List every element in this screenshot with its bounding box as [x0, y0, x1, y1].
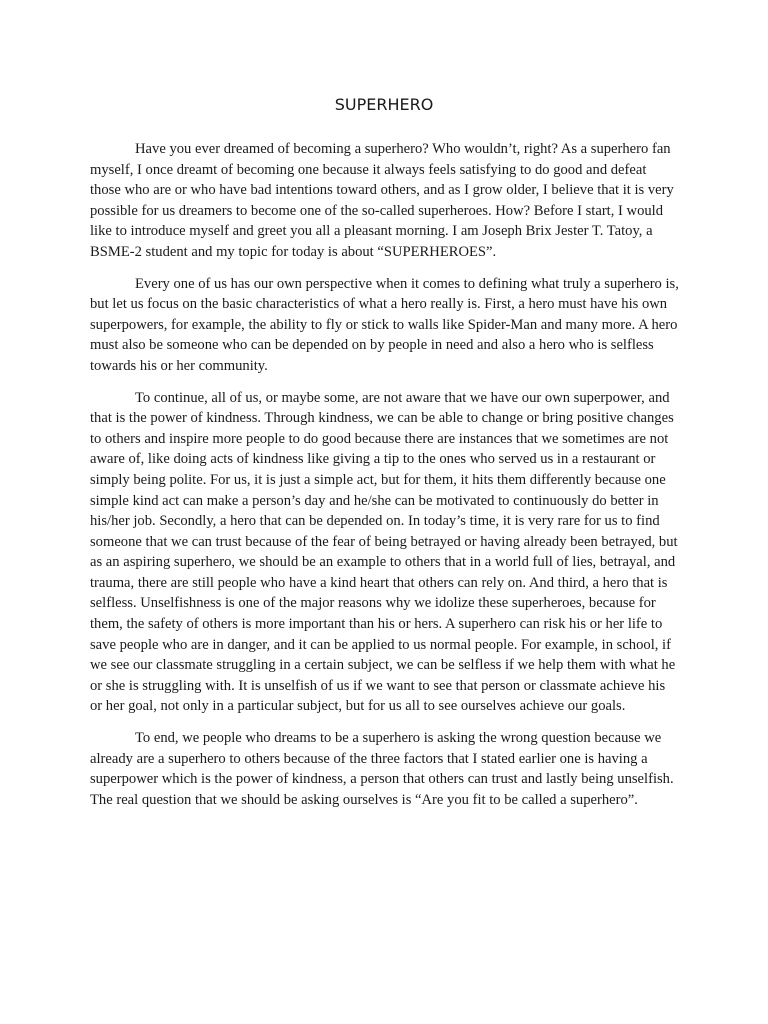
paragraph-introduction: Have you ever dreamed of becoming a superhero? Who wouldn’t, right? As a superhero fan myself, I once dreamt of becoming one because it always feels satisfying to do good and defeat those who are or who have bad intentions toward others, and as I grow older, I believe that it is very possible for us dreamers to become one of the so-called superheroes. How? Before I start, I would like to introduce myself and greet you all a pleasant morning. I am Joseph Brix Jester T. Tatoy, a BSME-2 student and my topic for today is about “SUPERHEROES”. — [90, 141, 674, 260]
paragraph-kindness: To continue, all of us, or maybe some, are not aware that we have our own superpower, and that is the power of kindness. Through kindness, we can be able to change or bring positive changes to others and inspire more people to do good because there are instances that we sometimes are not aware of, like doing acts of kindness like giving a tip to the ones who served us in a restaurant or simply being polite. For us, it is just a simple act, but for them, it hits them differently because one simple kind act can make a person’s day and he/she can be motivated to continuously do better in his/her job. Secondly, a hero that can be depended on. In today’s time, it is very rare for us to find someone that we can trust because of the fear of being betrayed or having already been betrayed, but as an aspiring superhero, we should be an example to others that in a world full of lies, betrayal, and trauma, there are still people who have a kind heart that others can rely on. And third, a hero that is selfless. Unselfishness is one of the major reasons why we idolize these superheroes, because for them, the safety of others is more important than his or hers. A superhero can risk his or her life to save people who are in danger, and it can be applied to us normal people. For example, in school, if we see our classmate struggling in a certain subject, we can be selfless if we help them with what he or she is struggling with. It is unselfish of us if we want to see that person or classmate achieve his or her goal, not only in a particular subject, but for us all to see ourselves achieve our goals. — [90, 389, 678, 715]
document-body — [90, 139, 680, 810]
paragraph-conclusion: To end, we people who dreams to be a superhero is asking the wrong question because we already are a superhero to others because of the three factors that I stated earlier one is having a superpower which is the power of kindness, a person that others can trust and lastly being unselfish. The real question that we should be asking ourselves is “Are you fit to be called a superhero”. — [90, 730, 674, 808]
document-title: SUPERHERO — [334, 95, 434, 114]
paragraph-characteristics: Every one of us has our own perspective when it comes to defining what truly a superhero is, but let us focus on the basic characteristics of what a hero really is. First, a hero must have his own superpowers, for example, the ability to fly or stick to walls like Spider-Man and many more. A hero must also be someone who can be depended on by people in need and also a hero who is selfless towards his or her community. — [90, 275, 679, 374]
